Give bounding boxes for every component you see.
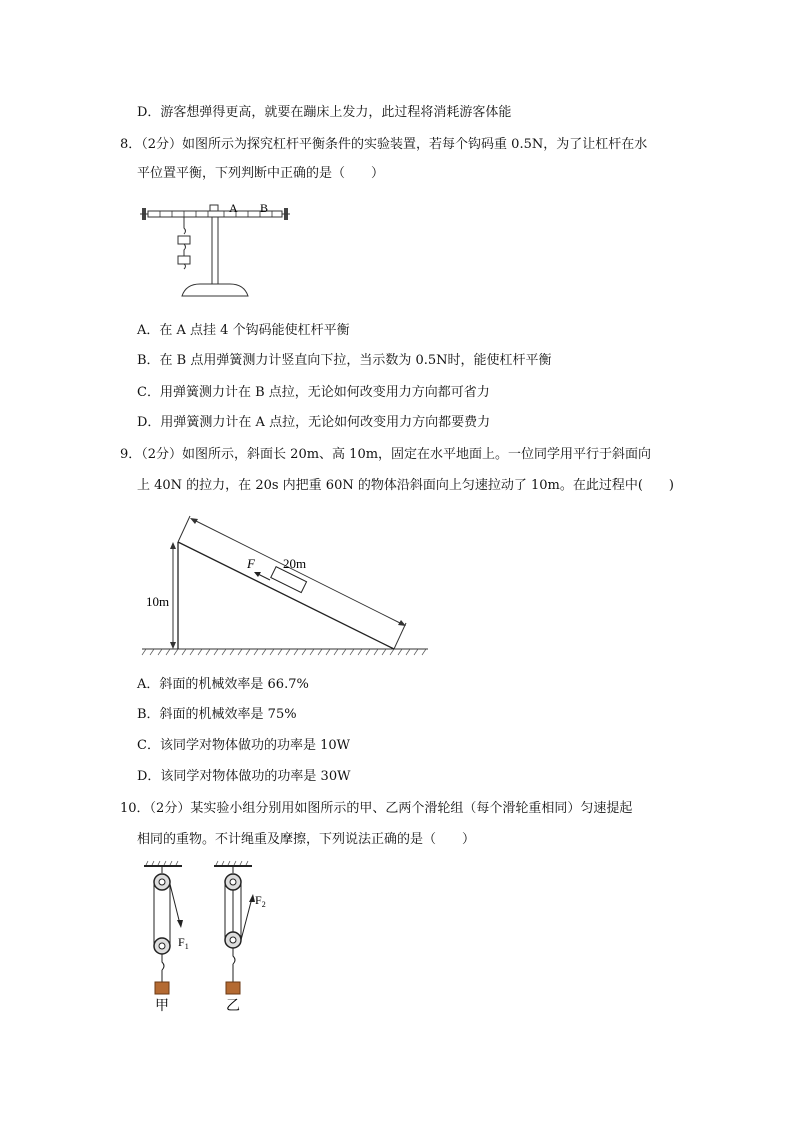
q9-stem-line2: 上 40N 的拉力，在 20s 内把重 60N 的物体沿斜面向上匀速拉动了 10m。在此过程中( ) <box>137 478 674 493</box>
q9-option-b: B．斜面的机械效率是 75% <box>137 707 297 722</box>
q8-option-d: D．用弹簧测力计在 A 点拉，无论如何改变用力方向都要费力 <box>137 415 491 430</box>
q10-stem-line2: 相同的重物。不计绳重及摩擦，下列说法正确的是（ ） <box>137 832 476 847</box>
q8-option-b: B．在 B 点用弹簧测力计竖直向下拉，当示数为 0.5N时，能使杠杆平衡 <box>137 353 552 368</box>
q10-stem-line1: 10．（2分）某实验小组分别用如图所示的甲、乙两个滑轮组（每个滑轮重相同）匀速提起 <box>120 801 633 816</box>
q8-option-c: C．用弹簧测力计在 B 点拉，无论如何改变用力方向都可省力 <box>137 385 490 400</box>
force-f-label: F <box>247 556 255 571</box>
slope-height-label: 10m <box>146 594 170 609</box>
q9-option-c: C．该同学对物体做功的功率是 10W <box>137 738 350 753</box>
point-b-label: B <box>260 201 269 215</box>
pulley-yi-label: 乙 <box>226 999 240 1014</box>
incline-figure <box>140 502 440 662</box>
option-d-prev: D．游客想弹得更高，就要在蹦床上发力，此过程将消耗游客体能 <box>137 105 512 120</box>
q8-stem-line1: 8．（2分）如图所示为探究杠杆平衡条件的实验装置，若每个钩码重 0.5N，为了让杠杆在水 <box>120 137 648 152</box>
q8-stem-line2: 平位置平衡，下列判断中正确的是（ ） <box>137 166 385 181</box>
slope-length-label: 20m <box>283 556 307 571</box>
lever-figure <box>138 196 298 306</box>
q9-option-a: A．斜面的机械效率是 66.7% <box>137 677 309 692</box>
q9-option-d: D．该同学对物体做功的功率是 30W <box>137 769 351 784</box>
pulley-figure <box>140 860 280 1020</box>
pulley-jia-label: 甲 <box>155 999 169 1014</box>
q8-option-a: A．在 A 点挂 4 个钩码能使杠杆平衡 <box>137 323 350 338</box>
q9-stem-line1: 9．（2分）如图所示，斜面长 20m、高 10m，固定在水平地面上。一位同学用平行于斜面向 <box>120 447 652 462</box>
force-f2-label: $F_2$ <box>255 893 266 909</box>
point-a-label: A <box>229 201 238 215</box>
force-f1-label: $F_1$ <box>178 935 189 951</box>
